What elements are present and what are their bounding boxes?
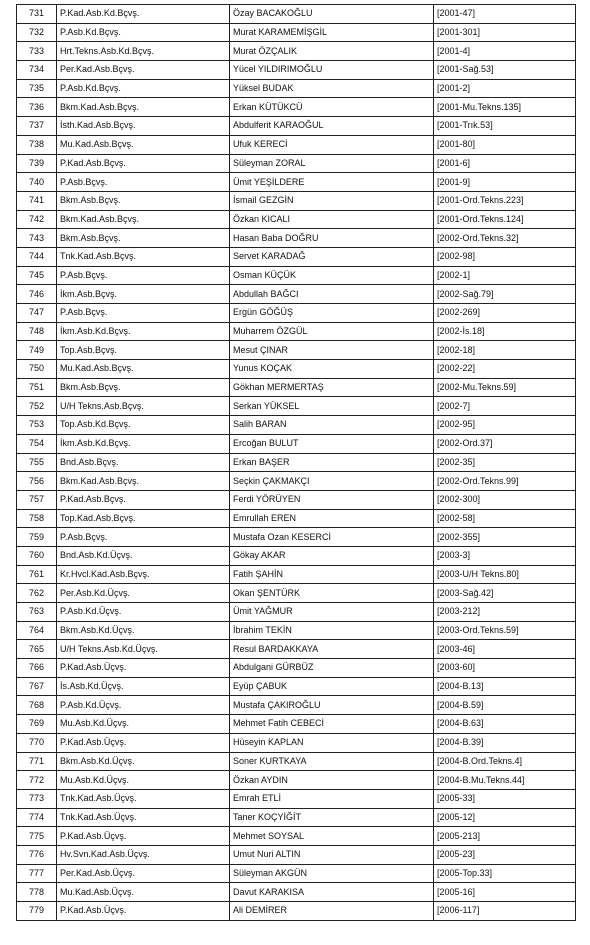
- code-cell: [2004-B.Mu.Tekns.44]: [434, 771, 576, 790]
- row-number: 738: [17, 135, 57, 154]
- table-row: [17, 789, 576, 808]
- code-cell: [2003-U/H Tekns.80]: [434, 565, 576, 584]
- code-cell: [2005-Top.33]: [434, 864, 576, 883]
- name-cell: Yunus KOÇAK: [230, 360, 434, 379]
- name-cell: Murat KARAMEMİŞGİL: [230, 23, 434, 42]
- name-cell: Erkan KÜTÜKCÜ: [230, 98, 434, 117]
- table-row: [17, 453, 576, 472]
- rank-cell: Per.Kad.Asb.Bçvş.: [57, 61, 230, 80]
- table-row: [17, 659, 576, 678]
- table-row: [17, 434, 576, 453]
- row-number: 776: [17, 845, 57, 864]
- table-row: [17, 98, 576, 117]
- code-cell: [2005-12]: [434, 808, 576, 827]
- rank-cell: Bkm.Asb.Bçvş.: [57, 229, 230, 248]
- rank-cell: P.Kad.Asb.Üçvş.: [57, 827, 230, 846]
- table-row: [17, 360, 576, 379]
- personnel-table-body: [17, 5, 576, 921]
- table-row: [17, 864, 576, 883]
- table-row: [17, 546, 576, 565]
- row-number: 778: [17, 883, 57, 902]
- row-number: 748: [17, 322, 57, 341]
- name-cell: Abdullah BAĞCI: [230, 285, 434, 304]
- rank-cell: Hrt.Tekns.Asb.Kd.Bçvş.: [57, 42, 230, 61]
- rank-cell: U/H Tekns.Asb.Kd.Üçvş.: [57, 640, 230, 659]
- rank-cell: Bkm.Kad.Asb.Bçvş.: [57, 210, 230, 229]
- row-number: 731: [17, 5, 57, 24]
- row-number: 736: [17, 98, 57, 117]
- row-number: 752: [17, 397, 57, 416]
- code-cell: [2004-B.13]: [434, 677, 576, 696]
- code-cell: [2001-Ord.Tekns.124]: [434, 210, 576, 229]
- rank-cell: P.Asb.Kd.Bçvş.: [57, 79, 230, 98]
- name-cell: Soner KURTKAYA: [230, 752, 434, 771]
- table-row: [17, 173, 576, 192]
- table-row: [17, 285, 576, 304]
- table-row: [17, 883, 576, 902]
- code-cell: [2002-35]: [434, 453, 576, 472]
- rank-cell: Per.Asb.Kd.Üçvş.: [57, 584, 230, 603]
- name-cell: Emrah ETLİ: [230, 789, 434, 808]
- table-row: [17, 733, 576, 752]
- table-row: [17, 378, 576, 397]
- rank-cell: Mu.Kad.Asb.Bçvş.: [57, 135, 230, 154]
- rank-cell: Mu.Kad.Asb.Bçvş.: [57, 360, 230, 379]
- code-cell: [2001-6]: [434, 154, 576, 173]
- code-cell: [2003-Sağ.42]: [434, 584, 576, 603]
- row-number: 742: [17, 210, 57, 229]
- row-number: 768: [17, 696, 57, 715]
- rank-cell: P.Kad.Asb.Üçvş.: [57, 902, 230, 921]
- code-cell: [2004-B.59]: [434, 696, 576, 715]
- code-cell: [2001-Trık.53]: [434, 117, 576, 136]
- row-number: 764: [17, 621, 57, 640]
- table-row: [17, 902, 576, 921]
- row-number: 756: [17, 472, 57, 491]
- rank-cell: Top.Asb.Bçvş.: [57, 341, 230, 360]
- name-cell: Hasan Baba DOĞRU: [230, 229, 434, 248]
- name-cell: Erkan BAŞER: [230, 453, 434, 472]
- name-cell: Abdulgani GÜRBÜZ: [230, 659, 434, 678]
- table-row: [17, 42, 576, 61]
- code-cell: [2006-117]: [434, 902, 576, 921]
- rank-cell: Bkm.Asb.Kd.Üçvş.: [57, 752, 230, 771]
- rank-cell: Top.Kad.Asb.Bçvş.: [57, 509, 230, 528]
- table-row: [17, 117, 576, 136]
- row-number: 774: [17, 808, 57, 827]
- rank-cell: P.Asb.Kd.Üçvş.: [57, 603, 230, 622]
- row-number: 758: [17, 509, 57, 528]
- code-cell: [2005-33]: [434, 789, 576, 808]
- name-cell: Ali DEMİRER: [230, 902, 434, 921]
- table-row: [17, 304, 576, 323]
- row-number: 734: [17, 61, 57, 80]
- code-cell: [2001-80]: [434, 135, 576, 154]
- name-cell: Muharrem ÖZGÜL: [230, 322, 434, 341]
- row-number: 761: [17, 565, 57, 584]
- name-cell: Gökay AKAR: [230, 546, 434, 565]
- name-cell: Osman KÜÇÜK: [230, 266, 434, 285]
- code-cell: [2004-B.Ord.Tekns.4]: [434, 752, 576, 771]
- rank-cell: İsth.Kad.Asb.Bçvş.: [57, 117, 230, 136]
- name-cell: Mustafa ÇAKIROĞLU: [230, 696, 434, 715]
- table-row: [17, 827, 576, 846]
- table-row: [17, 229, 576, 248]
- row-number: 759: [17, 528, 57, 547]
- rank-cell: Top.Asb.Kd.Bçvş.: [57, 416, 230, 435]
- row-number: 753: [17, 416, 57, 435]
- rank-cell: Bkm.Kad.Asb.Bçvş.: [57, 98, 230, 117]
- rank-cell: İkm.Asb.Kd.Bçvş.: [57, 322, 230, 341]
- rank-cell: Tnk.Kad.Asb.Üçvş.: [57, 808, 230, 827]
- row-number: 763: [17, 603, 57, 622]
- name-cell: Ercoğan BULUT: [230, 434, 434, 453]
- table-row: [17, 845, 576, 864]
- code-cell: [2002-98]: [434, 247, 576, 266]
- table-row: [17, 696, 576, 715]
- table-row: [17, 621, 576, 640]
- rank-cell: Mu.Asb.Kd.Üçvş.: [57, 771, 230, 790]
- name-cell: Yücel YILDIRIMOĞLU: [230, 61, 434, 80]
- personnel-table: [16, 4, 576, 921]
- table-row: [17, 135, 576, 154]
- rank-cell: Mu.Asb.Kd.Üçvş.: [57, 715, 230, 734]
- row-number: 775: [17, 827, 57, 846]
- rank-cell: Bnd.Asb.Kd.Üçvş.: [57, 546, 230, 565]
- table-row: [17, 79, 576, 98]
- table-row: [17, 490, 576, 509]
- name-cell: Eyüp ÇABUK: [230, 677, 434, 696]
- table-row: [17, 565, 576, 584]
- name-cell: Umut Nuri ALTIN: [230, 845, 434, 864]
- row-number: 740: [17, 173, 57, 192]
- row-number: 746: [17, 285, 57, 304]
- row-number: 760: [17, 546, 57, 565]
- table-row: [17, 509, 576, 528]
- table-row: [17, 771, 576, 790]
- code-cell: [2002-Ord.37]: [434, 434, 576, 453]
- name-cell: Abdulferit KARAOĞUL: [230, 117, 434, 136]
- name-cell: Mustafa Ozan KESERCİ: [230, 528, 434, 547]
- name-cell: İsmail GEZGİN: [230, 191, 434, 210]
- table-row: [17, 61, 576, 80]
- name-cell: Taner KOÇYİĞİT: [230, 808, 434, 827]
- rank-cell: P.Asb.Kd.Üçvş.: [57, 696, 230, 715]
- table-row: [17, 397, 576, 416]
- name-cell: Salih BARAN: [230, 416, 434, 435]
- name-cell: Ferdi YÖRÜYEN: [230, 490, 434, 509]
- code-cell: [2001-Sağ.53]: [434, 61, 576, 80]
- table-row: [17, 752, 576, 771]
- code-cell: [2002-58]: [434, 509, 576, 528]
- name-cell: İbrahim TEKİN: [230, 621, 434, 640]
- rank-cell: Kr.Hvcl.Kad.Asb.Bçvş.: [57, 565, 230, 584]
- code-cell: [2002-İs.18]: [434, 322, 576, 341]
- code-cell: [2001-301]: [434, 23, 576, 42]
- row-number: 733: [17, 42, 57, 61]
- table-row: [17, 603, 576, 622]
- row-number: 779: [17, 902, 57, 921]
- name-cell: Murat ÖZÇALIK: [230, 42, 434, 61]
- code-cell: [2002-7]: [434, 397, 576, 416]
- code-cell: [2002-95]: [434, 416, 576, 435]
- name-cell: Resul BARDAKKAYA: [230, 640, 434, 659]
- rank-cell: Bnd.Asb.Bçvş.: [57, 453, 230, 472]
- table-row: [17, 528, 576, 547]
- table-row: [17, 5, 576, 24]
- table-row: [17, 191, 576, 210]
- table-row: [17, 715, 576, 734]
- rank-cell: İkm.Asb.Bçvş.: [57, 285, 230, 304]
- name-cell: Ümit YAĞMUR: [230, 603, 434, 622]
- table-row: [17, 416, 576, 435]
- table-row: [17, 322, 576, 341]
- code-cell: [2002-Ord.Tekns.32]: [434, 229, 576, 248]
- row-number: 769: [17, 715, 57, 734]
- rank-cell: İkm.Asb.Kd.Bçvş.: [57, 434, 230, 453]
- table-row: [17, 472, 576, 491]
- rank-cell: Hv.Svn.Kad.Asb.Üçvş.: [57, 845, 230, 864]
- row-number: 743: [17, 229, 57, 248]
- name-cell: Davut KARAKISA: [230, 883, 434, 902]
- row-number: 744: [17, 247, 57, 266]
- name-cell: Mesut ÇINAR: [230, 341, 434, 360]
- code-cell: [2004-B.63]: [434, 715, 576, 734]
- rank-cell: P.Asb.Bçvş.: [57, 173, 230, 192]
- name-cell: Fatih ŞAHİN: [230, 565, 434, 584]
- code-cell: [2001-2]: [434, 79, 576, 98]
- code-cell: [2003-Ord.Tekns.59]: [434, 621, 576, 640]
- row-number: 751: [17, 378, 57, 397]
- row-number: 732: [17, 23, 57, 42]
- rank-cell: Bkm.Asb.Bçvş.: [57, 378, 230, 397]
- code-cell: [2001-4]: [434, 42, 576, 61]
- name-cell: Süleyman AKGÜN: [230, 864, 434, 883]
- row-number: 771: [17, 752, 57, 771]
- code-cell: [2003-3]: [434, 546, 576, 565]
- code-cell: [2005-23]: [434, 845, 576, 864]
- table-row: [17, 341, 576, 360]
- rank-cell: Per.Kad.Asb.Üçvş.: [57, 864, 230, 883]
- name-cell: Okan ŞENTÜRK: [230, 584, 434, 603]
- name-cell: Emrullah EREN: [230, 509, 434, 528]
- name-cell: Süleyman ZORAL: [230, 154, 434, 173]
- row-number: 747: [17, 304, 57, 323]
- code-cell: [2002-269]: [434, 304, 576, 323]
- rank-cell: P.Kad.Asb.Üçvş.: [57, 733, 230, 752]
- rank-cell: Bkm.Kad.Asb.Bçvş.: [57, 472, 230, 491]
- row-number: 770: [17, 733, 57, 752]
- row-number: 757: [17, 490, 57, 509]
- rank-cell: Tnk.Kad.Asb.Üçvş.: [57, 789, 230, 808]
- rank-cell: P.Asb.Bçvş.: [57, 528, 230, 547]
- table-row: [17, 640, 576, 659]
- name-cell: Serkan YÜKSEL: [230, 397, 434, 416]
- row-number: 741: [17, 191, 57, 210]
- row-number: 766: [17, 659, 57, 678]
- rank-cell: P.Asb.Kd.Bçvş.: [57, 23, 230, 42]
- code-cell: [2002-300]: [434, 490, 576, 509]
- name-cell: Ergün GÖĞÜŞ: [230, 304, 434, 323]
- table-row: [17, 584, 576, 603]
- rank-cell: Tnk.Kad.Asb.Bçvş.: [57, 247, 230, 266]
- rank-cell: P.Asb.Bçvş.: [57, 266, 230, 285]
- code-cell: [2004-B.39]: [434, 733, 576, 752]
- table-row: [17, 23, 576, 42]
- rank-cell: P.Kad.Asb.Bçvş.: [57, 154, 230, 173]
- name-cell: Ümit YEŞİLDERE: [230, 173, 434, 192]
- rank-cell: P.Kad.Asb.Bçvş.: [57, 490, 230, 509]
- code-cell: [2002-1]: [434, 266, 576, 285]
- rank-cell: P.Asb.Bçvş.: [57, 304, 230, 323]
- row-number: 737: [17, 117, 57, 136]
- code-cell: [2002-22]: [434, 360, 576, 379]
- code-cell: [2001-47]: [434, 5, 576, 24]
- table-row: [17, 210, 576, 229]
- rank-cell: P.Kad.Asb.Üçvş.: [57, 659, 230, 678]
- row-number: 755: [17, 453, 57, 472]
- row-number: 777: [17, 864, 57, 883]
- row-number: 735: [17, 79, 57, 98]
- code-cell: [2002-Ord.Tekns.99]: [434, 472, 576, 491]
- name-cell: Hüseyin KAPLAN: [230, 733, 434, 752]
- code-cell: [2001-9]: [434, 173, 576, 192]
- table-row: [17, 677, 576, 696]
- row-number: 773: [17, 789, 57, 808]
- name-cell: Ufuk KERECİ: [230, 135, 434, 154]
- rank-cell: Mu.Kad.Asb.Üçvş.: [57, 883, 230, 902]
- name-cell: Servet KARADAĞ: [230, 247, 434, 266]
- code-cell: [2002-18]: [434, 341, 576, 360]
- row-number: 749: [17, 341, 57, 360]
- rank-cell: Bkm.Asb.Kd.Üçvş.: [57, 621, 230, 640]
- code-cell: [2002-Sağ.79]: [434, 285, 576, 304]
- code-cell: [2005-213]: [434, 827, 576, 846]
- name-cell: Seçkin ÇAKMAKÇI: [230, 472, 434, 491]
- table-row: [17, 154, 576, 173]
- row-number: 767: [17, 677, 57, 696]
- name-cell: Mehmet Fatih CEBECİ: [230, 715, 434, 734]
- row-number: 765: [17, 640, 57, 659]
- row-number: 762: [17, 584, 57, 603]
- name-cell: Özkan AYDIN: [230, 771, 434, 790]
- row-number: 739: [17, 154, 57, 173]
- rank-cell: İs.Asb.Kd.Üçvş.: [57, 677, 230, 696]
- code-cell: [2003-212]: [434, 603, 576, 622]
- code-cell: [2003-46]: [434, 640, 576, 659]
- code-cell: [2002-Mu.Tekns.59]: [434, 378, 576, 397]
- code-cell: [2003-60]: [434, 659, 576, 678]
- name-cell: Özkan KICALI: [230, 210, 434, 229]
- row-number: 772: [17, 771, 57, 790]
- row-number: 750: [17, 360, 57, 379]
- rank-cell: P.Kad.Asb.Kd.Bçvş.: [57, 5, 230, 24]
- row-number: 754: [17, 434, 57, 453]
- code-cell: [2001-Mu.Tekns.135]: [434, 98, 576, 117]
- name-cell: Gökhan MERMERTAŞ: [230, 378, 434, 397]
- code-cell: [2001-Ord.Tekns.223]: [434, 191, 576, 210]
- code-cell: [2002-355]: [434, 528, 576, 547]
- rank-cell: U/H Tekns.Asb.Bçvş.: [57, 397, 230, 416]
- name-cell: Mehmet SOYSAL: [230, 827, 434, 846]
- name-cell: Yüksel BUDAK: [230, 79, 434, 98]
- row-number: 745: [17, 266, 57, 285]
- code-cell: [2005-16]: [434, 883, 576, 902]
- table-row: [17, 247, 576, 266]
- name-cell: Özay BACAKOĞLU: [230, 5, 434, 24]
- rank-cell: Bkm.Asb.Bçvş.: [57, 191, 230, 210]
- table-row: [17, 808, 576, 827]
- table-row: [17, 266, 576, 285]
